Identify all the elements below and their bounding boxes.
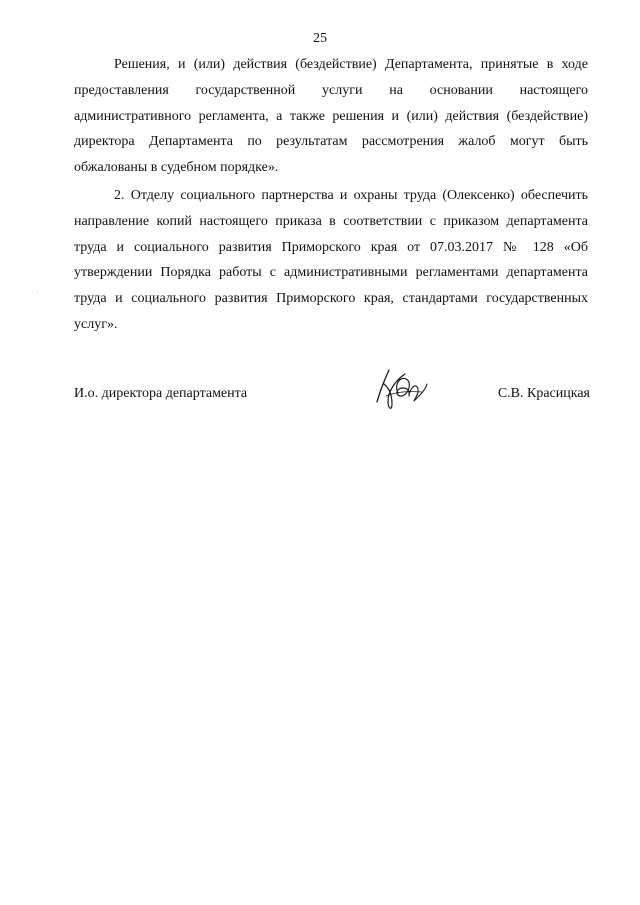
signature-stroke — [409, 384, 427, 401]
signature-block — [74, 366, 590, 416]
page-number: 25 — [313, 31, 327, 46]
signer-name: С.В. Красицкая — [497, 386, 590, 401]
signature-stroke — [377, 370, 389, 402]
signature-stroke — [397, 378, 410, 396]
scan-mark — [37, 291, 38, 292]
signer-title: И.о. директора департамента — [74, 386, 248, 401]
paragraph-copy-distribution: 2. Отделу социального партнерства и охраны труда (Олексенко) обеспечить направление копий настоящего приказа в соответствии с приказом департамента труда и социального развития Приморского края от 07.03.2017 № 128 «Об утверждении Порядка работы с административными регламентами департамента труда и социального развития Приморского края, стандартами государственных услуг». — [74, 187, 588, 332]
paragraph-appeal-rights: Решения, и (или) действия (бездействие) Департамента, принятые в ходе предоставления государственной услуги на основании настоящего административного регламента, а также решения и (или) действия (бездействие) директора Департамента по результатам рассмотрения жалоб могут быть обжалованы в судебном порядке». — [74, 57, 588, 176]
document-body — [74, 52, 588, 338]
handwritten-signature — [370, 366, 434, 414]
